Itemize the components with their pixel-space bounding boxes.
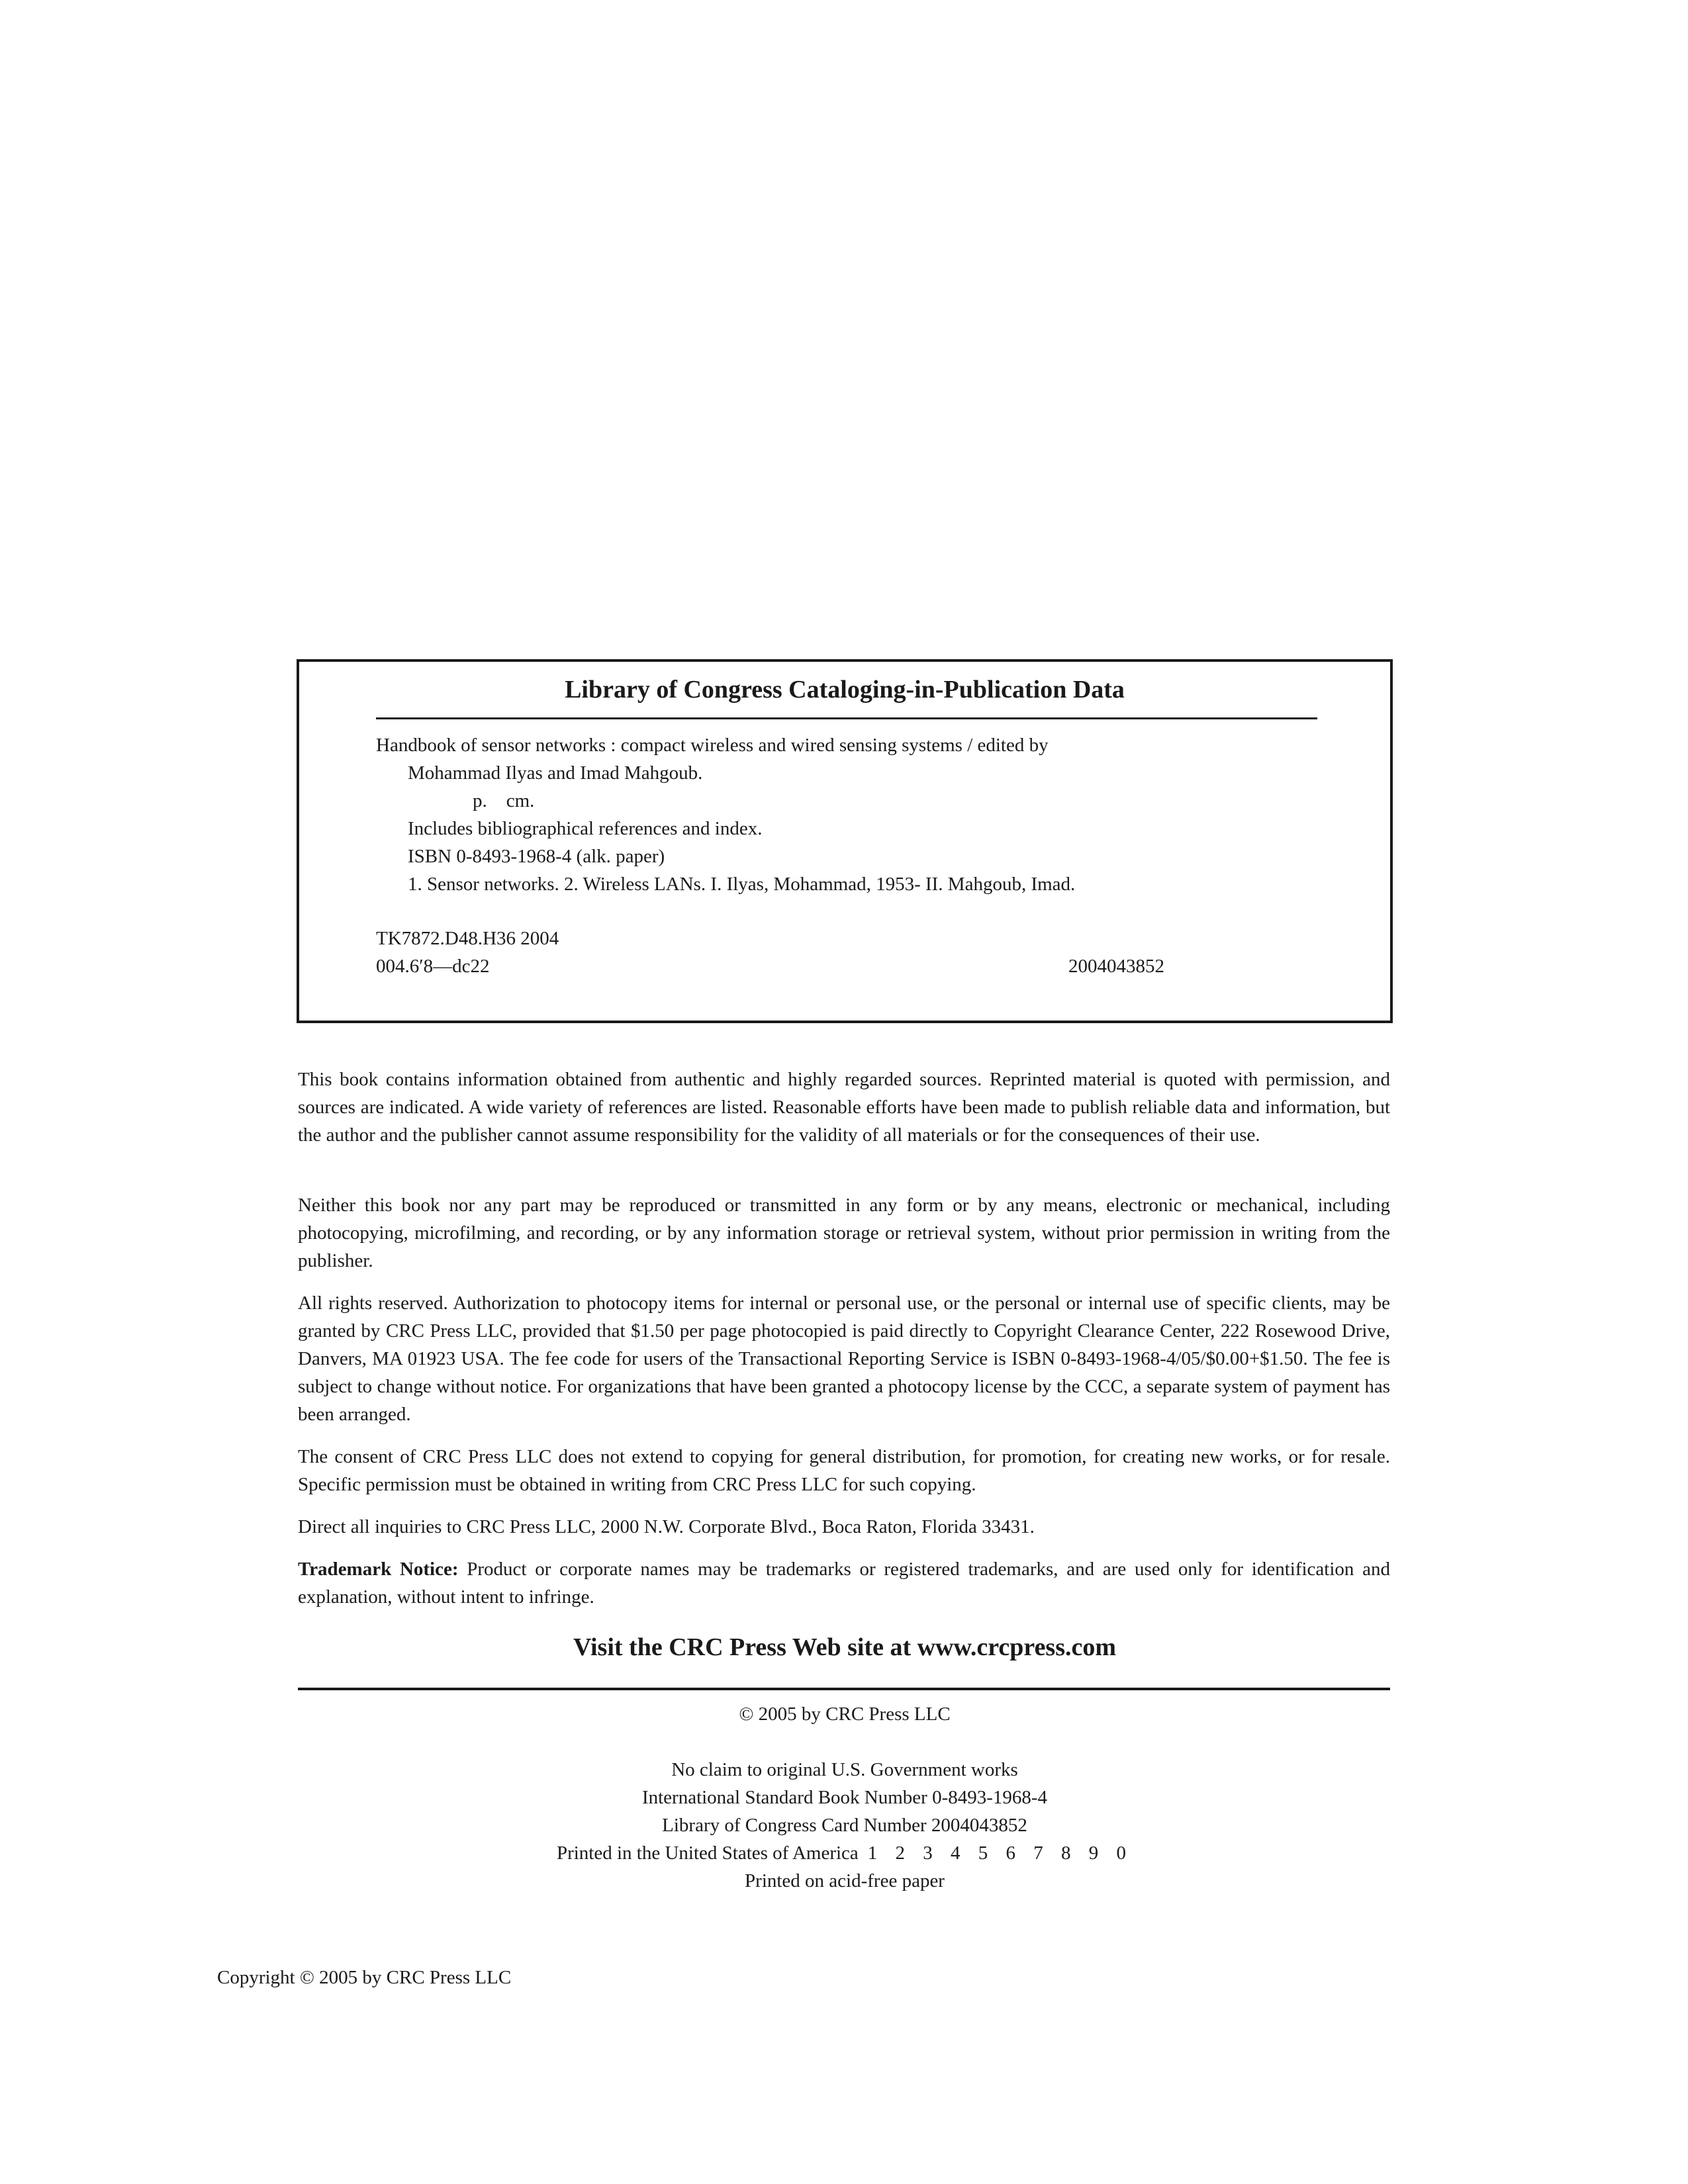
acid-free-line: Printed on acid-free paper bbox=[745, 1870, 945, 1891]
cip-lccn: 2004043852 bbox=[1068, 956, 1164, 977]
printed-in-line bbox=[297, 1841, 1393, 1865]
paragraph-sources: This book contains information obtained from authentic and highly regarded sources. Reprinted material is quoted with permission, and sources are indicated. A wide variety of references are listed. Reasonable efforts have been made to publish reliable data and information, but the author and the publisher cannot assume responsibility for the validity of all materials or for the consequences of their use. bbox=[298, 1069, 1390, 1146]
printed-in-text: Printed in the United States of America bbox=[556, 1843, 859, 1864]
lccn-line: Library of Congress Card Number 2004043852 bbox=[662, 1815, 1027, 1836]
isbn-line: International Standard Book Number 0-8493-1968-4 bbox=[641, 1787, 1048, 1808]
cip-line-pages: p. cm. bbox=[473, 790, 535, 811]
page-footer: Copyright © 2005 by CRC Press LLC bbox=[217, 1967, 512, 1988]
trademark-label: Trademark Notice: bbox=[298, 1559, 459, 1580]
paragraph-trademark bbox=[298, 1555, 1390, 1611]
cip-line-call-number: TK7872.D48.H36 2004 bbox=[376, 928, 559, 949]
paragraph-rights: All rights reserved. Authorization to photocopy items for internal or personal use, or the personal or internal use of specific clients, may be granted by CRC Press LLC, provided that $1.50 per page photocopied is paid directly to Copyright Clearance Center, 222 Rosewood Drive, Danvers, MA 01923 USA. The fee code for users of the Transactional Reporting Service is ISBN 0-8493-1968-4/05/$0.00+$1.50. The fee is subject to change without notice. For organizations that have been granted a photocopy license by the CCC, a separate system of payment has been arranged. bbox=[298, 1293, 1390, 1425]
cip-line-subjects: 1. Sensor networks. 2. Wireless LANs. I. Ilyas, Mohammad, 1953- II. Mahgoub, Imad. bbox=[408, 874, 1076, 895]
cip-line-dewey: 004.6′8—dc22 bbox=[376, 956, 490, 977]
visit-website: Visit the CRC Press Web site at www.crcpress.com bbox=[573, 1633, 1117, 1661]
cip-title: Library of Congress Cataloging-in-Publication Data bbox=[565, 676, 1125, 704]
cip-line-includes: Includes bibliographical references and index. bbox=[408, 818, 763, 839]
paragraph-inquiries: Direct all inquiries to CRC Press LLC, 2000 N.W. Corporate Blvd., Boca Raton, Florida 33431. bbox=[298, 1516, 1035, 1537]
visit-rule bbox=[298, 1688, 1390, 1690]
no-claim-line: No claim to original U.S. Government works bbox=[671, 1759, 1018, 1780]
cip-line-editors: Mohammad Ilyas and Imad Mahgoub. bbox=[408, 762, 703, 784]
trademark-text: Product or corporate names may be trademarks or registered trademarks, and are used only for identification and explanation, without intent to infringe. bbox=[298, 1559, 1390, 1608]
paragraph-consent: The consent of CRC Press LLC does not extend to copying for general distribution, for promotion, for creating new works, or for resale. Specific permission must be obtained in writing from CRC Press LLC for such copying. bbox=[298, 1446, 1390, 1495]
cip-title-rule bbox=[376, 717, 1317, 719]
printing-numbers: 1 2 3 4 5 6 7 8 9 0 bbox=[867, 1843, 1133, 1864]
cip-line-isbn: ISBN 0-8493-1968-4 (alk. paper) bbox=[408, 846, 665, 867]
cip-data-box bbox=[297, 659, 1393, 1023]
paragraph-reproduction: Neither this book nor any part may be reproduced or transmitted in any form or by any means, electronic or mechanical, including photocopying, microfilming, and recording, or by any information storage or retrieval system, without prior permission in writing from the publisher. bbox=[298, 1195, 1390, 1271]
copyright-line: © 2005 by CRC Press LLC bbox=[739, 1704, 951, 1725]
cip-line-title: Handbook of sensor networks : compact wireless and wired sensing systems / edited by bbox=[376, 735, 1049, 756]
